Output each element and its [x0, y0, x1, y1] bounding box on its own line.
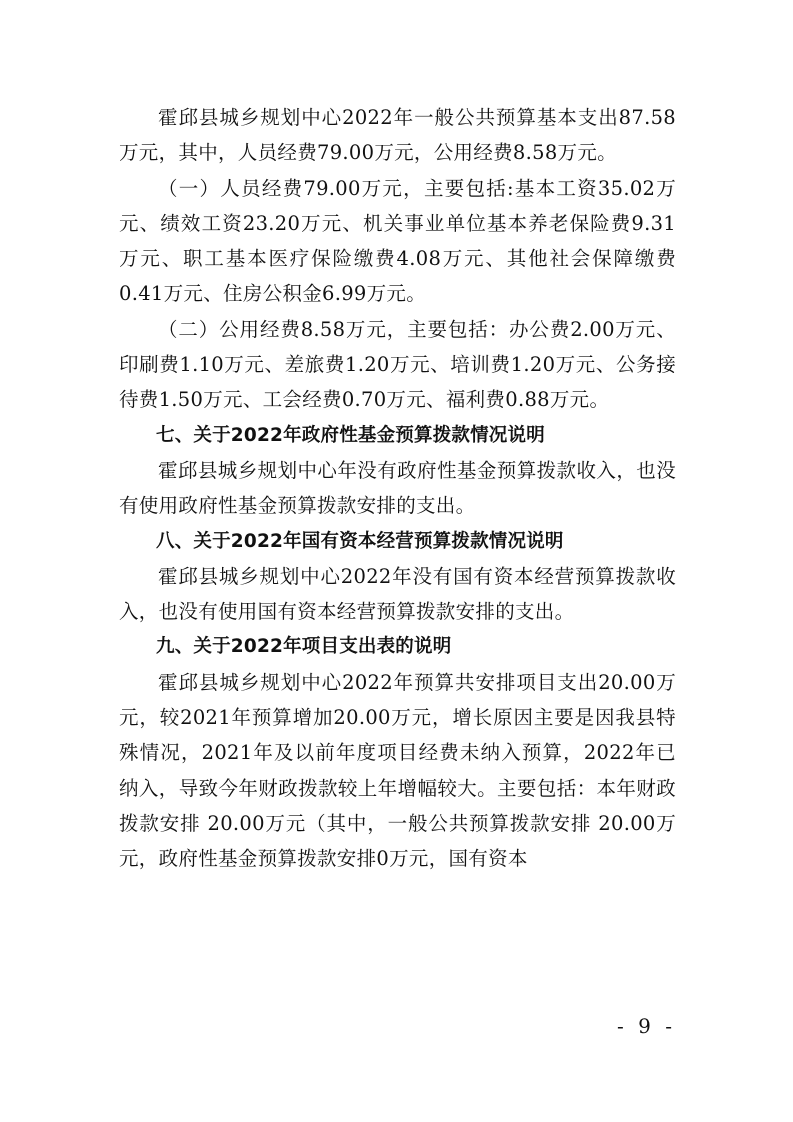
paragraph-project-expenditure: 霍邱县城乡规划中心2022年预算共安排项目支出20.00万元，较2021年预算增加20.00万元，增长原因主要是因我县特殊情况，2021年及以前年度项目经费未纳入预算，2022年已纳入，导致今年财政拨款较上年增幅较大。主要包括：本年财政拨款安排 20.00万元（其中，一般公共预算拨款安排 20.00万元，政府性基金预算拨款安排0万元，国有资本: [119, 670, 676, 871]
paragraph-basic-expenditure: 霍邱县城乡规划中心2022年一般公共预算基本支出87.58万元，其中，人员经费79.00万元，公用经费8.58万元。: [119, 106, 676, 165]
page-number: - 9 -: [617, 1014, 676, 1038]
heading-government-fund: 七、关于2022年政府性基金预算拨款情况说明: [156, 424, 545, 446]
heading-project-expenditure: 九、关于2022年项目支出表的说明: [156, 636, 452, 658]
paragraph-public-expenses: （二）公用经费8.58万元，主要包括：办公费2.00万元、印刷费1.10万元、差旅费1.20万元、培训费1.20万元、公务接待费1.50万元、工会经费0.70万元、福利费0.88万元。: [119, 317, 676, 412]
document-body: [119, 100, 676, 877]
heading-state-capital: 八、关于2022年国有资本经营预算拨款情况说明: [156, 530, 564, 552]
paragraph-government-fund: 霍邱县城乡规划中心年没有政府性基金预算拨款收入，也没有使用政府性基金预算拨款安排的支出。: [119, 458, 676, 518]
paragraph-state-capital: 霍邱县城乡规划中心2022年没有国有资本经营预算拨款收入，也没有使用国有资本经营预算拨款安排的支出。: [119, 564, 676, 624]
paragraph-personnel-expenses: （一）人员经费79.00万元，主要包括:基本工资35.02万元、绩效工资23.20万元、机关事业单位基本养老保险费9.31万元、职工基本医疗保险缴费4.08万元、其他社会保障缴费0.41万元、住房公积金6.99万元。: [119, 176, 676, 306]
